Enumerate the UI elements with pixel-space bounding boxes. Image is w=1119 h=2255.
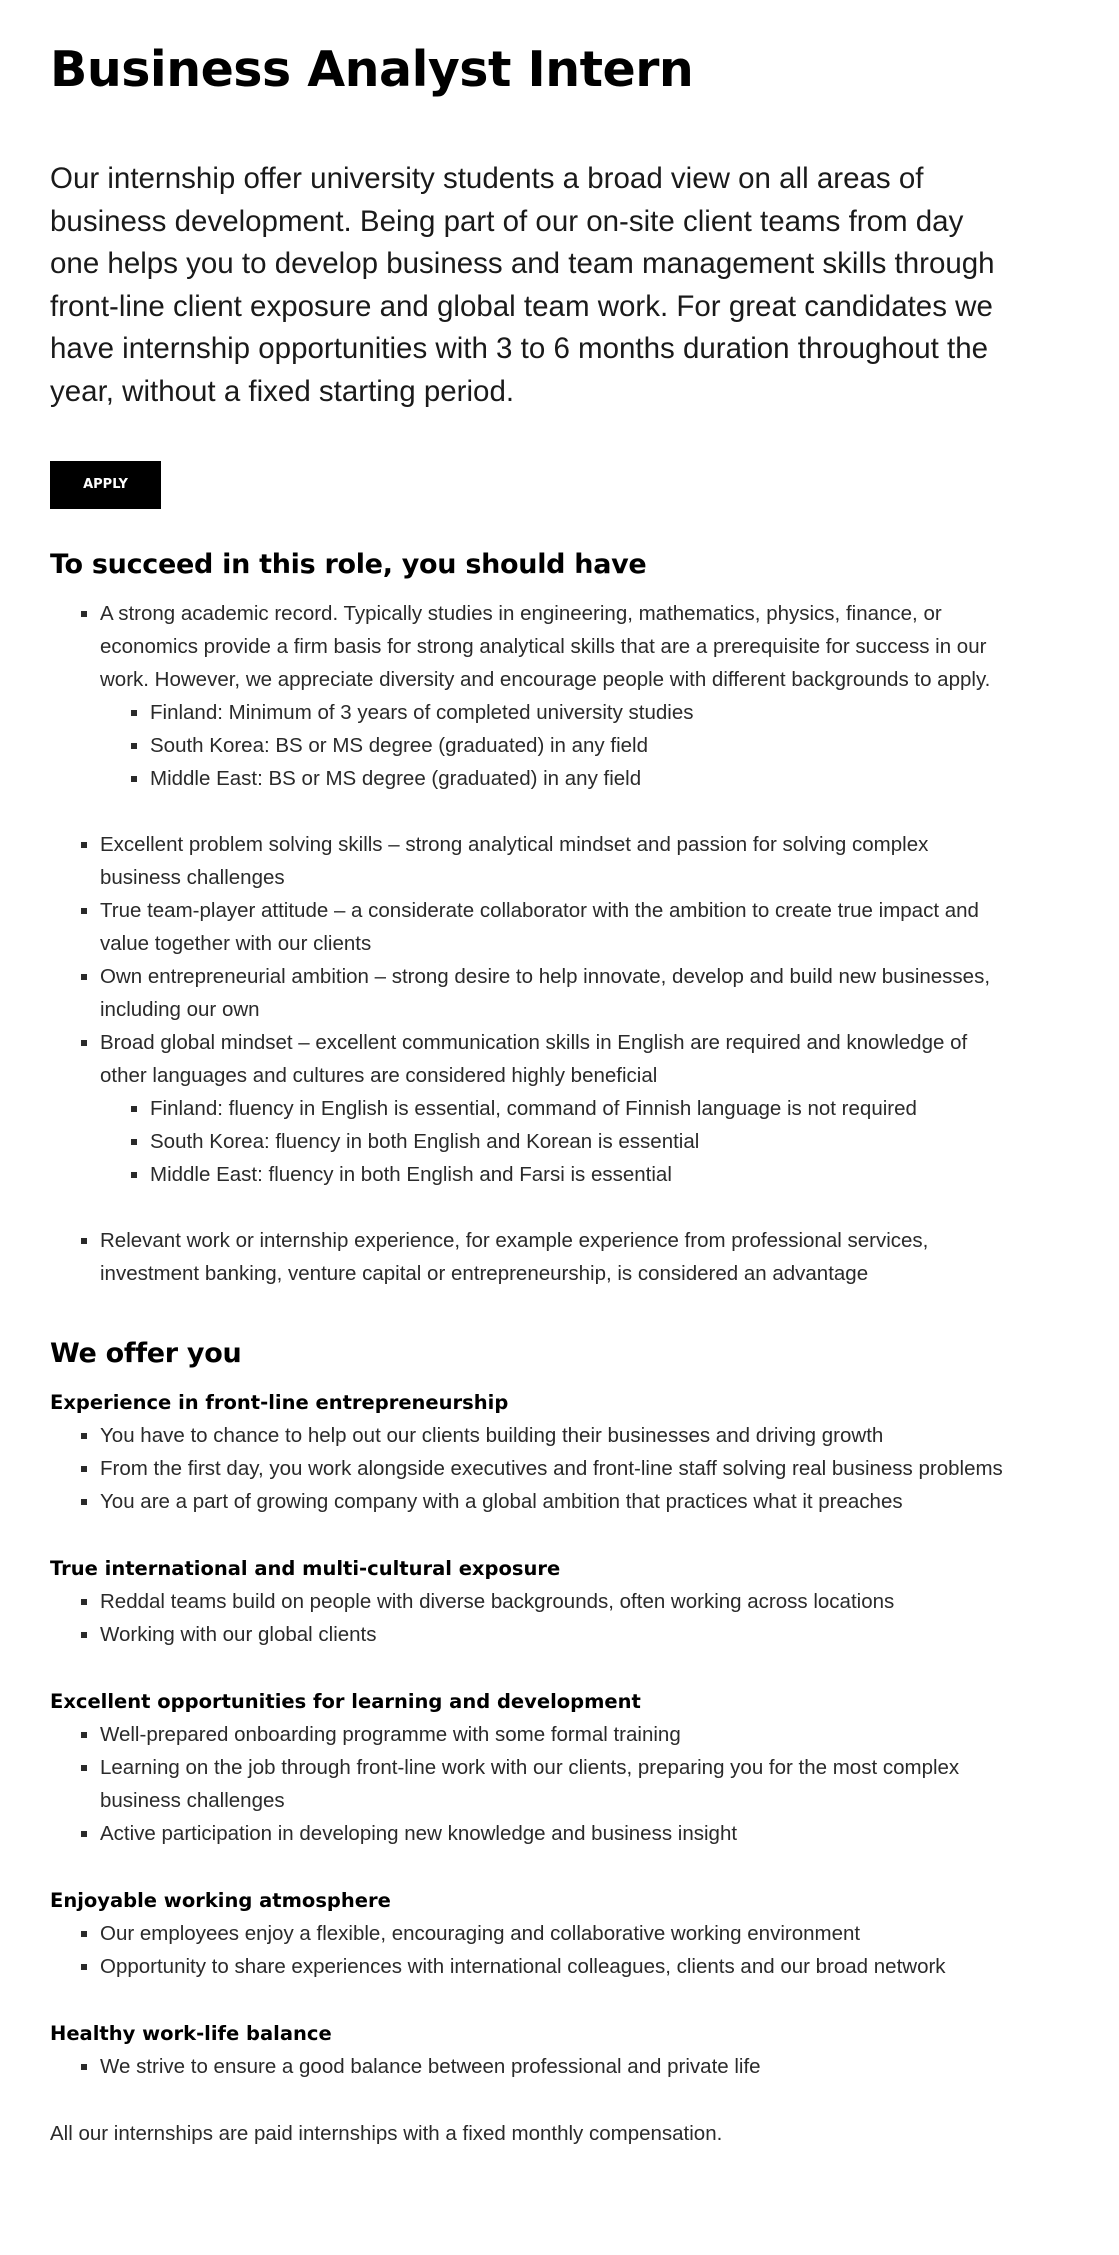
bullet-icon (81, 1599, 87, 1605)
requirement-item (50, 828, 1010, 894)
requirement-subitem (100, 1092, 1010, 1125)
offer-group (50, 2017, 1010, 2083)
bullet-icon (131, 1106, 137, 1112)
requirement-item-text: Relevant work or internship experience, for example experience from professional services, investment banking, venture capital or entrepreneurship, is considered an advantage (100, 1229, 929, 1285)
offer-item (50, 1485, 1010, 1518)
offer-section (50, 1336, 1010, 2083)
requirement-item (50, 894, 1010, 960)
requirement-subitem (100, 729, 1010, 762)
requirement-item-text: A strong academic record. Typically studies in engineering, mathematics, physics, finance, or economics provide a firm basis for strong analytical skills that are a prerequisite for success in our work. However, we appreciate diversity and encourage people with different backgrounds to apply. (100, 602, 991, 691)
requirement-subitem-text: South Korea: BS or MS degree (graduated) in any field (150, 734, 648, 757)
offer-item-text: We strive to ensure a good balance between professional and private life (100, 2055, 761, 2078)
offer-group (50, 1386, 1010, 1518)
requirement-item-text: Own entrepreneurial ambition – strong desire to help innovate, develop and build new businesses, including our own (100, 965, 991, 1021)
bullet-icon (81, 908, 87, 914)
offer-heading: We offer you (50, 1338, 242, 1369)
requirement-subitem (100, 696, 1010, 729)
offer-item (50, 1718, 1010, 1751)
requirement-subitem (100, 1158, 1010, 1191)
offer-item (50, 1817, 1010, 1850)
bullet-icon (81, 1931, 87, 1937)
offer-group (50, 1552, 1010, 1651)
bullet-icon (81, 1238, 87, 1244)
bullet-icon (131, 1139, 137, 1145)
requirement-subitem-text: Middle East: fluency in both English and Farsi is essential (150, 1163, 672, 1186)
bullet-icon (81, 1433, 87, 1439)
bullet-icon (131, 710, 137, 716)
offer-group (50, 1685, 1010, 1850)
requirement-subitem-text: Finland: Minimum of 3 years of completed university studies (150, 701, 694, 724)
offer-item-text: Our employees enjoy a flexible, encouraging and collaborative working environment (100, 1922, 861, 1945)
bullet-icon (81, 2064, 87, 2070)
offer-item-text: From the first day, you work alongside executives and front-line staff solving real business problems (100, 1457, 1003, 1480)
offer-item-text: Reddal teams build on people with diverse backgrounds, often working across locations (100, 1590, 895, 1613)
offer-group-title: Excellent opportunities for learning and development (50, 1690, 641, 1713)
offer-item-text: Well-prepared onboarding programme with some formal training (100, 1723, 681, 1746)
offer-item (50, 1585, 1010, 1618)
page-title: Business Analyst Intern (50, 41, 694, 98)
requirements-heading: To succeed in this role, you should have (50, 549, 647, 580)
offer-group-list (50, 1585, 1010, 1651)
apply-button[interactable]: APPLY (50, 461, 161, 509)
requirement-subitem-text: Middle East: BS or MS degree (graduated) in any field (150, 767, 642, 790)
bullet-icon (81, 1499, 87, 1505)
offer-group-list (50, 2050, 1010, 2083)
offer-group (50, 1884, 1010, 1983)
bullet-icon (81, 1964, 87, 1970)
requirements-list (50, 597, 1010, 1290)
bullet-icon (81, 842, 87, 848)
requirement-item-text: Excellent problem solving skills – strong analytical mindset and passion for solving complex business challenges (100, 833, 929, 889)
bullet-icon (81, 1040, 87, 1046)
bullet-icon (131, 776, 137, 782)
intro-paragraph: Our internship offer university students a broad view on all areas of business development. Being part of our on-site client teams from day one helps you to develop business and team management skills through front-line client exposure and global team work. For great candidates we have internship opportunities with 3 to 6 months duration throughout the year, without a fixed starting period. (50, 162, 995, 408)
offer-group-list (50, 1419, 1010, 1518)
bullet-icon (81, 1466, 87, 1472)
requirement-sublist (100, 1092, 1010, 1191)
offer-group-title: Healthy work-life balance (50, 2022, 332, 2045)
offer-groups (50, 1386, 1010, 2083)
offer-item (50, 1618, 1010, 1651)
requirement-item (50, 1026, 1010, 1191)
bullet-icon (81, 1632, 87, 1638)
requirement-subitem-text: Finland: fluency in English is essential, command of Finnish language is not required (150, 1097, 917, 1120)
requirement-subitem (100, 1125, 1010, 1158)
offer-item (50, 1917, 1010, 1950)
requirement-item-text: Broad global mindset – excellent communication skills in English are required and knowledge of other languages and cultures are considered highly beneficial (100, 1031, 968, 1087)
compensation-note: All our internships are paid internships with a fixed monthly compensation. (50, 2122, 723, 2145)
offer-item (50, 1950, 1010, 1983)
requirement-item-text: True team-player attitude – a considerate collaborator with the ambition to create true impact and value together with our clients (100, 899, 979, 955)
bullet-icon (81, 1732, 87, 1738)
requirement-item (50, 1224, 1010, 1290)
requirement-item (50, 597, 1010, 795)
offer-group-list (50, 1917, 1010, 1983)
offer-item-text: Active participation in developing new knowledge and business insight (100, 1822, 738, 1845)
offer-group-title: Experience in front-line entrepreneurship (50, 1391, 509, 1414)
requirement-item (50, 960, 1010, 1026)
offer-item-text: You are a part of growing company with a global ambition that practices what it preaches (100, 1490, 903, 1513)
offer-group-list (50, 1718, 1010, 1850)
requirements-section (50, 547, 1010, 1290)
requirement-subitem-text: South Korea: fluency in both English and Korean is essential (150, 1130, 700, 1153)
bullet-icon (81, 1831, 87, 1837)
bullet-icon (81, 611, 87, 617)
requirement-subitem (100, 762, 1010, 795)
offer-item-text: Working with our global clients (100, 1623, 377, 1646)
requirement-sublist (100, 696, 1010, 795)
offer-item (50, 1419, 1010, 1452)
bullet-icon (131, 1172, 137, 1178)
offer-group-title: True international and multi-cultural exposure (50, 1557, 561, 1580)
offer-item (50, 1751, 1010, 1817)
offer-item (50, 1452, 1010, 1485)
offer-group-title: Enjoyable working atmosphere (50, 1889, 391, 1912)
offer-item-text: Opportunity to share experiences with international colleagues, clients and our broad network (100, 1955, 946, 1978)
bullet-icon (81, 974, 87, 980)
offer-item-text: You have to chance to help out our clients building their businesses and driving growth (100, 1424, 884, 1447)
offer-item-text: Learning on the job through front-line work with our clients, preparing you for the most complex business challenges (100, 1756, 960, 1812)
bullet-icon (81, 1765, 87, 1771)
offer-item (50, 2050, 1010, 2083)
bullet-icon (131, 743, 137, 749)
